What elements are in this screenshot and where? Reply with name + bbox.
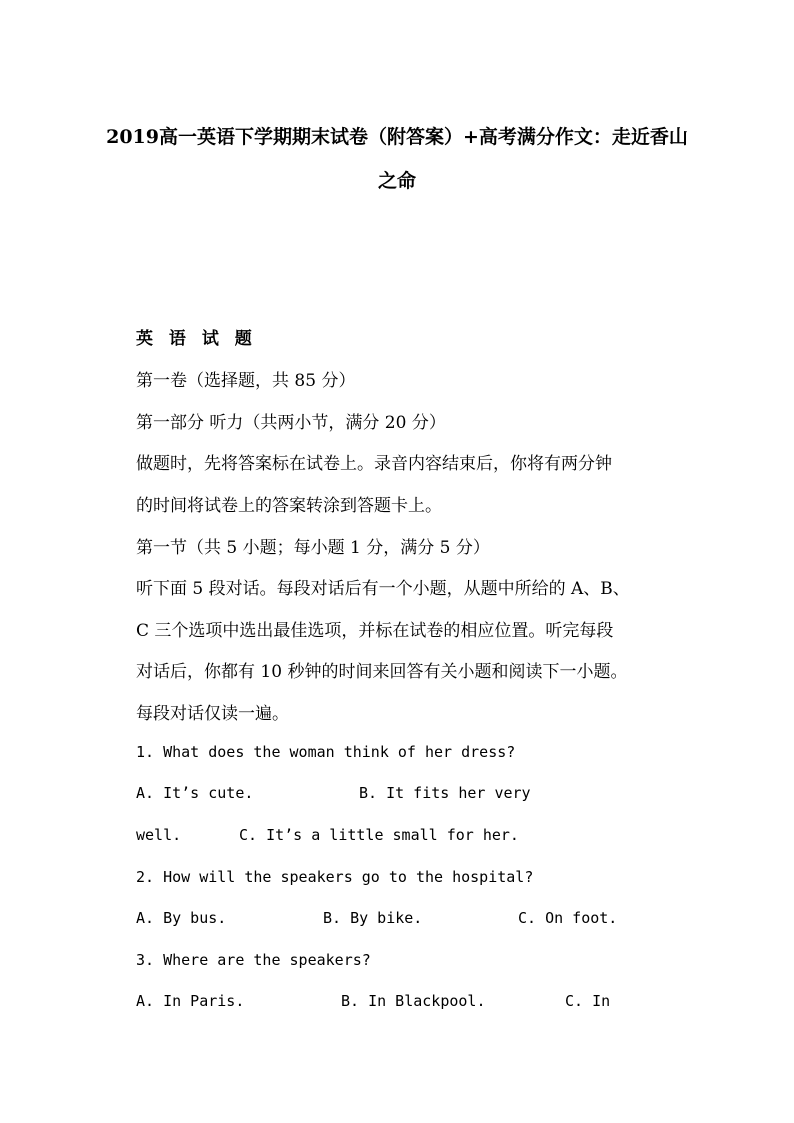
volume-heading: 第一卷（选择题，共 85 分） [136,371,356,391]
question-1-option-b: B. It fits her very [359,784,531,802]
document-title-line-1: 2019高一英语下学期期末试卷（附答案）+高考满分作文：走近香山 [106,126,688,148]
section-instruction-line-3: 对话后，你都有 10 秒钟的时间来回答有关小题和阅读下一小题。 [136,662,628,682]
instruction-line-1: 做题时，先将答案标在试卷上。录音内容结束后，你将有两分钟 [136,454,612,474]
question-2-option-b: B. By bike. [323,909,423,927]
question-1-option-c: C. It’s a little small for her. [239,826,519,844]
instruction-line-2: 的时间将试卷上的答案转涂到答题卡上。 [136,496,442,516]
section-instruction-line-2: C 三个选项中选出最佳选项，并标在试卷的相应位置。听完每段 [136,621,614,641]
section-heading: 第一节（共 5 小题；每小题 1 分，满分 5 分） [136,538,490,558]
question-1-option-a: A. It’s cute. [136,784,254,802]
question-3-option-b: B. In Blackpool. [341,992,486,1010]
section-instruction-line-4: 每段对话仅读一遍。 [136,704,289,724]
exam-heading: 英 语 试 题 [136,329,257,349]
question-3-option-c: C. In [565,992,611,1010]
question-3-stem: 3. Where are the speakers? [136,951,371,969]
question-2-option-a: A. By bus. [136,909,227,927]
question-2-option-c: C. On foot. [518,909,618,927]
question-3-option-a: A. In Paris. [136,992,245,1010]
question-2-stem: 2. How will the speakers go to the hospital? [136,868,534,886]
question-1-stem: 1. What does the woman think of her dress? [136,743,516,761]
section-instruction-line-1: 听下面 5 段对话。每段对话后有一个小题，从题中所给的 A、B、 [136,579,630,599]
part-heading: 第一部分 听力（共两小节，满分 20 分） [136,413,446,433]
document-title-line-2: 之命 [377,170,416,192]
question-1-option-b-continued: well. [136,826,182,844]
